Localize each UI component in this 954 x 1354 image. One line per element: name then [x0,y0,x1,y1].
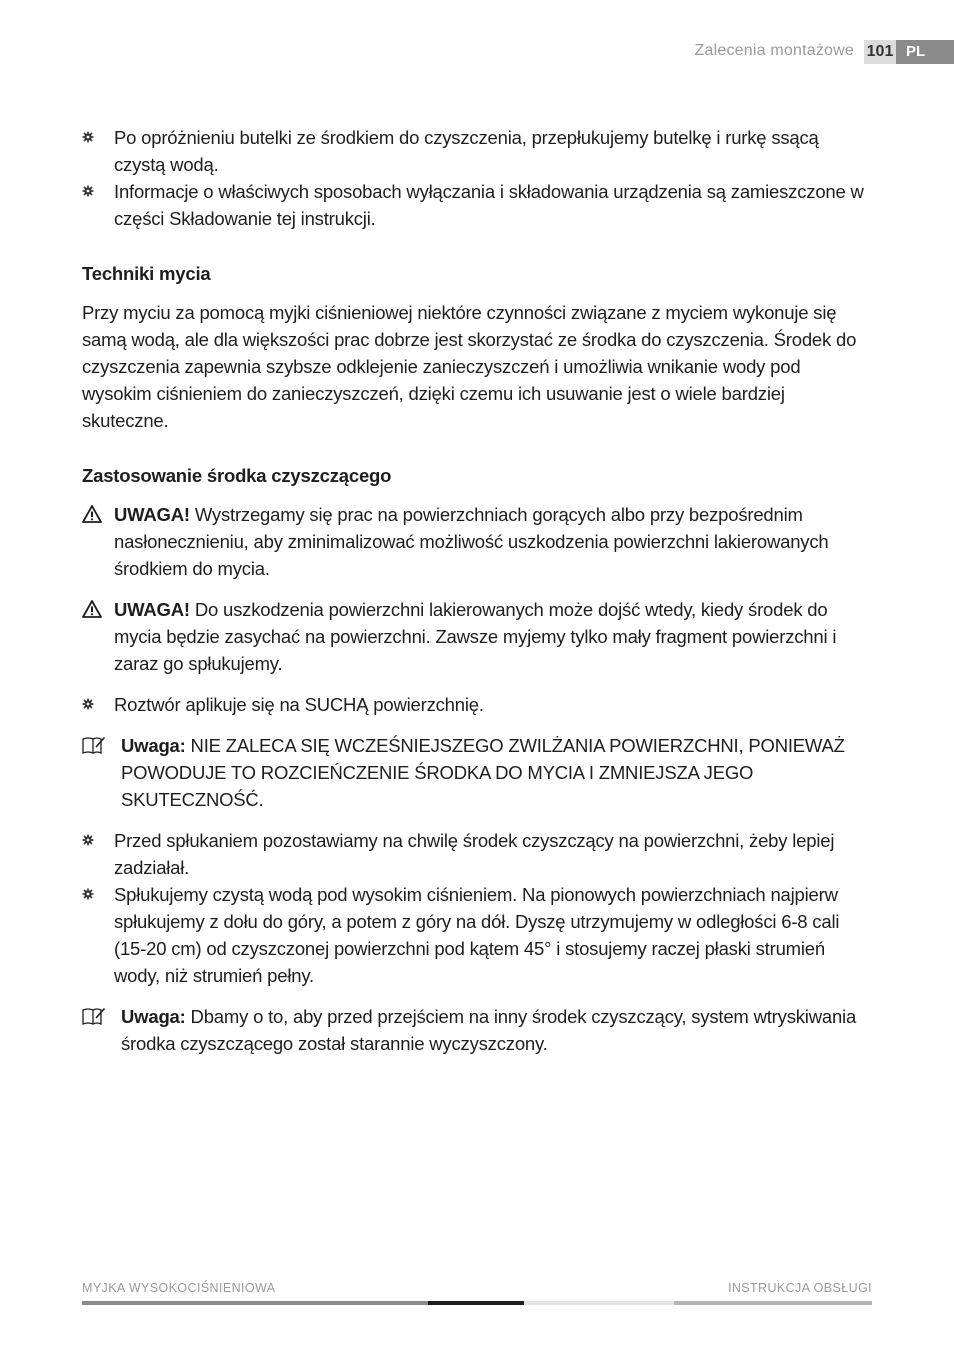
page-number: 101 [864,40,896,64]
section-paragraph: Przy myciu za pomocą myjki ciśnieniowej niektóre czynności związane z myciem wykonuje się samą wodą, ale dla większości prac dobrze jest skorzystać ze środka do czyszczenia. Środek do czyszczenia zapewnia szybsze odklejenie zanieczyszczeń i umożliwia wnikanie wody pod wysokim ciśnieniem do zanieczyszczeń, dzięki czemu ich usuwanie jest o wiele bardziej skuteczne. [82,302,857,431]
warning-triangle-icon [82,504,102,524]
list-item [82,827,874,881]
footer-divider-segment [82,1301,428,1305]
footer-divider-segment [524,1301,674,1305]
list-item [82,691,874,718]
footer-manual-title: INSTRUKCJA OBSŁUGI [727,1281,872,1295]
note-block [82,1003,874,1057]
note-pencil-icon [82,735,106,755]
warning-label: UWAGA! [114,504,190,525]
list-item [82,124,874,178]
list-item-text: Po opróżnieniu butelki ze środkiem do czyszczenia, przepłukujemy butelkę i rurkę ssącą czystą wodą. [114,127,819,175]
warning-block [82,501,874,582]
list-item-text: Informacje o właściwych sposobach wyłączania i składowania urządzenia są zamieszczone w części Składowanie tej instrukcji. [114,181,864,229]
gear-bullet-icon [82,888,94,900]
page-content [82,124,874,1057]
note-block [82,732,874,813]
list-item-text: Roztwór aplikuje się na SUCHĄ powierzchnię. [114,694,484,715]
language-tab: PL [896,40,954,64]
gear-bullet-icon [82,131,94,143]
header-section-title: Zalecenia montażowe [694,42,854,59]
note-text: NIE ZALECA SIĘ WCZEŚNIEJSZEGO ZWILŻANIA POWIERZCHNI, PONIEWAŻ POWODUJE TO ROZCIEŃCZENIE ŚRODKA DO MYCIA I ZMNIEJSZA JEGO SKUTECZNOŚĆ. [121,735,845,810]
warning-triangle-icon [82,599,102,619]
note-pencil-icon [82,1006,106,1026]
footer-divider [82,1301,872,1305]
gear-bullet-icon [82,185,94,197]
warning-block [82,596,874,677]
note-label: Uwaga: [121,1006,186,1027]
section-heading-techniki: Techniki mycia [82,263,211,284]
list-item [82,881,874,989]
gear-bullet-icon [82,834,94,846]
warning-text: Do uszkodzenia powierzchni lakierowanych może dojść wtedy, kiedy środek do mycia będzie zasychać na powierzchni. Zawsze myjemy tylko mały fragment powierzchni i zaraz go spłukujemy. [114,599,837,674]
note-text: Dbamy o to, aby przed przejściem na inny środek czyszczący, system wtryskiwania środka czyszczącego został starannie wyczyszczony. [121,1006,857,1054]
footer-product-name: MYJKA WYSOKOCIŚNIENIOWA [82,1281,276,1295]
warning-label: UWAGA! [114,599,190,620]
footer-divider-segment [428,1301,524,1305]
gear-bullet-icon [82,698,94,710]
note-label: Uwaga: [121,735,186,756]
list-item [82,178,874,232]
list-item-text: Przed spłukaniem pozostawiamy na chwilę środek czyszczący na powierzchni, żeby lepiej zadziałał. [114,830,835,878]
warning-text: Wystrzegamy się prac na powierzchniach gorących albo przy bezpośrednim nasłonecznieniu, aby zminimalizować możliwość uszkodzenia powierzchni lakierowanych środkiem do mycia. [114,504,829,579]
list-item-text: Spłukujemy czystą wodą pod wysokim ciśnieniem. Na pionowych powierzchniach najpierw spłukujemy z dołu do góry, a potem z góry na dół. Dyszę utrzymujemy w odległości 6-8 cali (15-20 cm) od czyszczonej powierzchni pod kątem 45° i stosujemy raczej płaski strumień wody, niż strumień pełny. [114,884,840,986]
section-heading-zastosowanie: Zastosowanie środka czyszczącego [82,465,392,486]
footer-divider-segment [674,1301,872,1305]
